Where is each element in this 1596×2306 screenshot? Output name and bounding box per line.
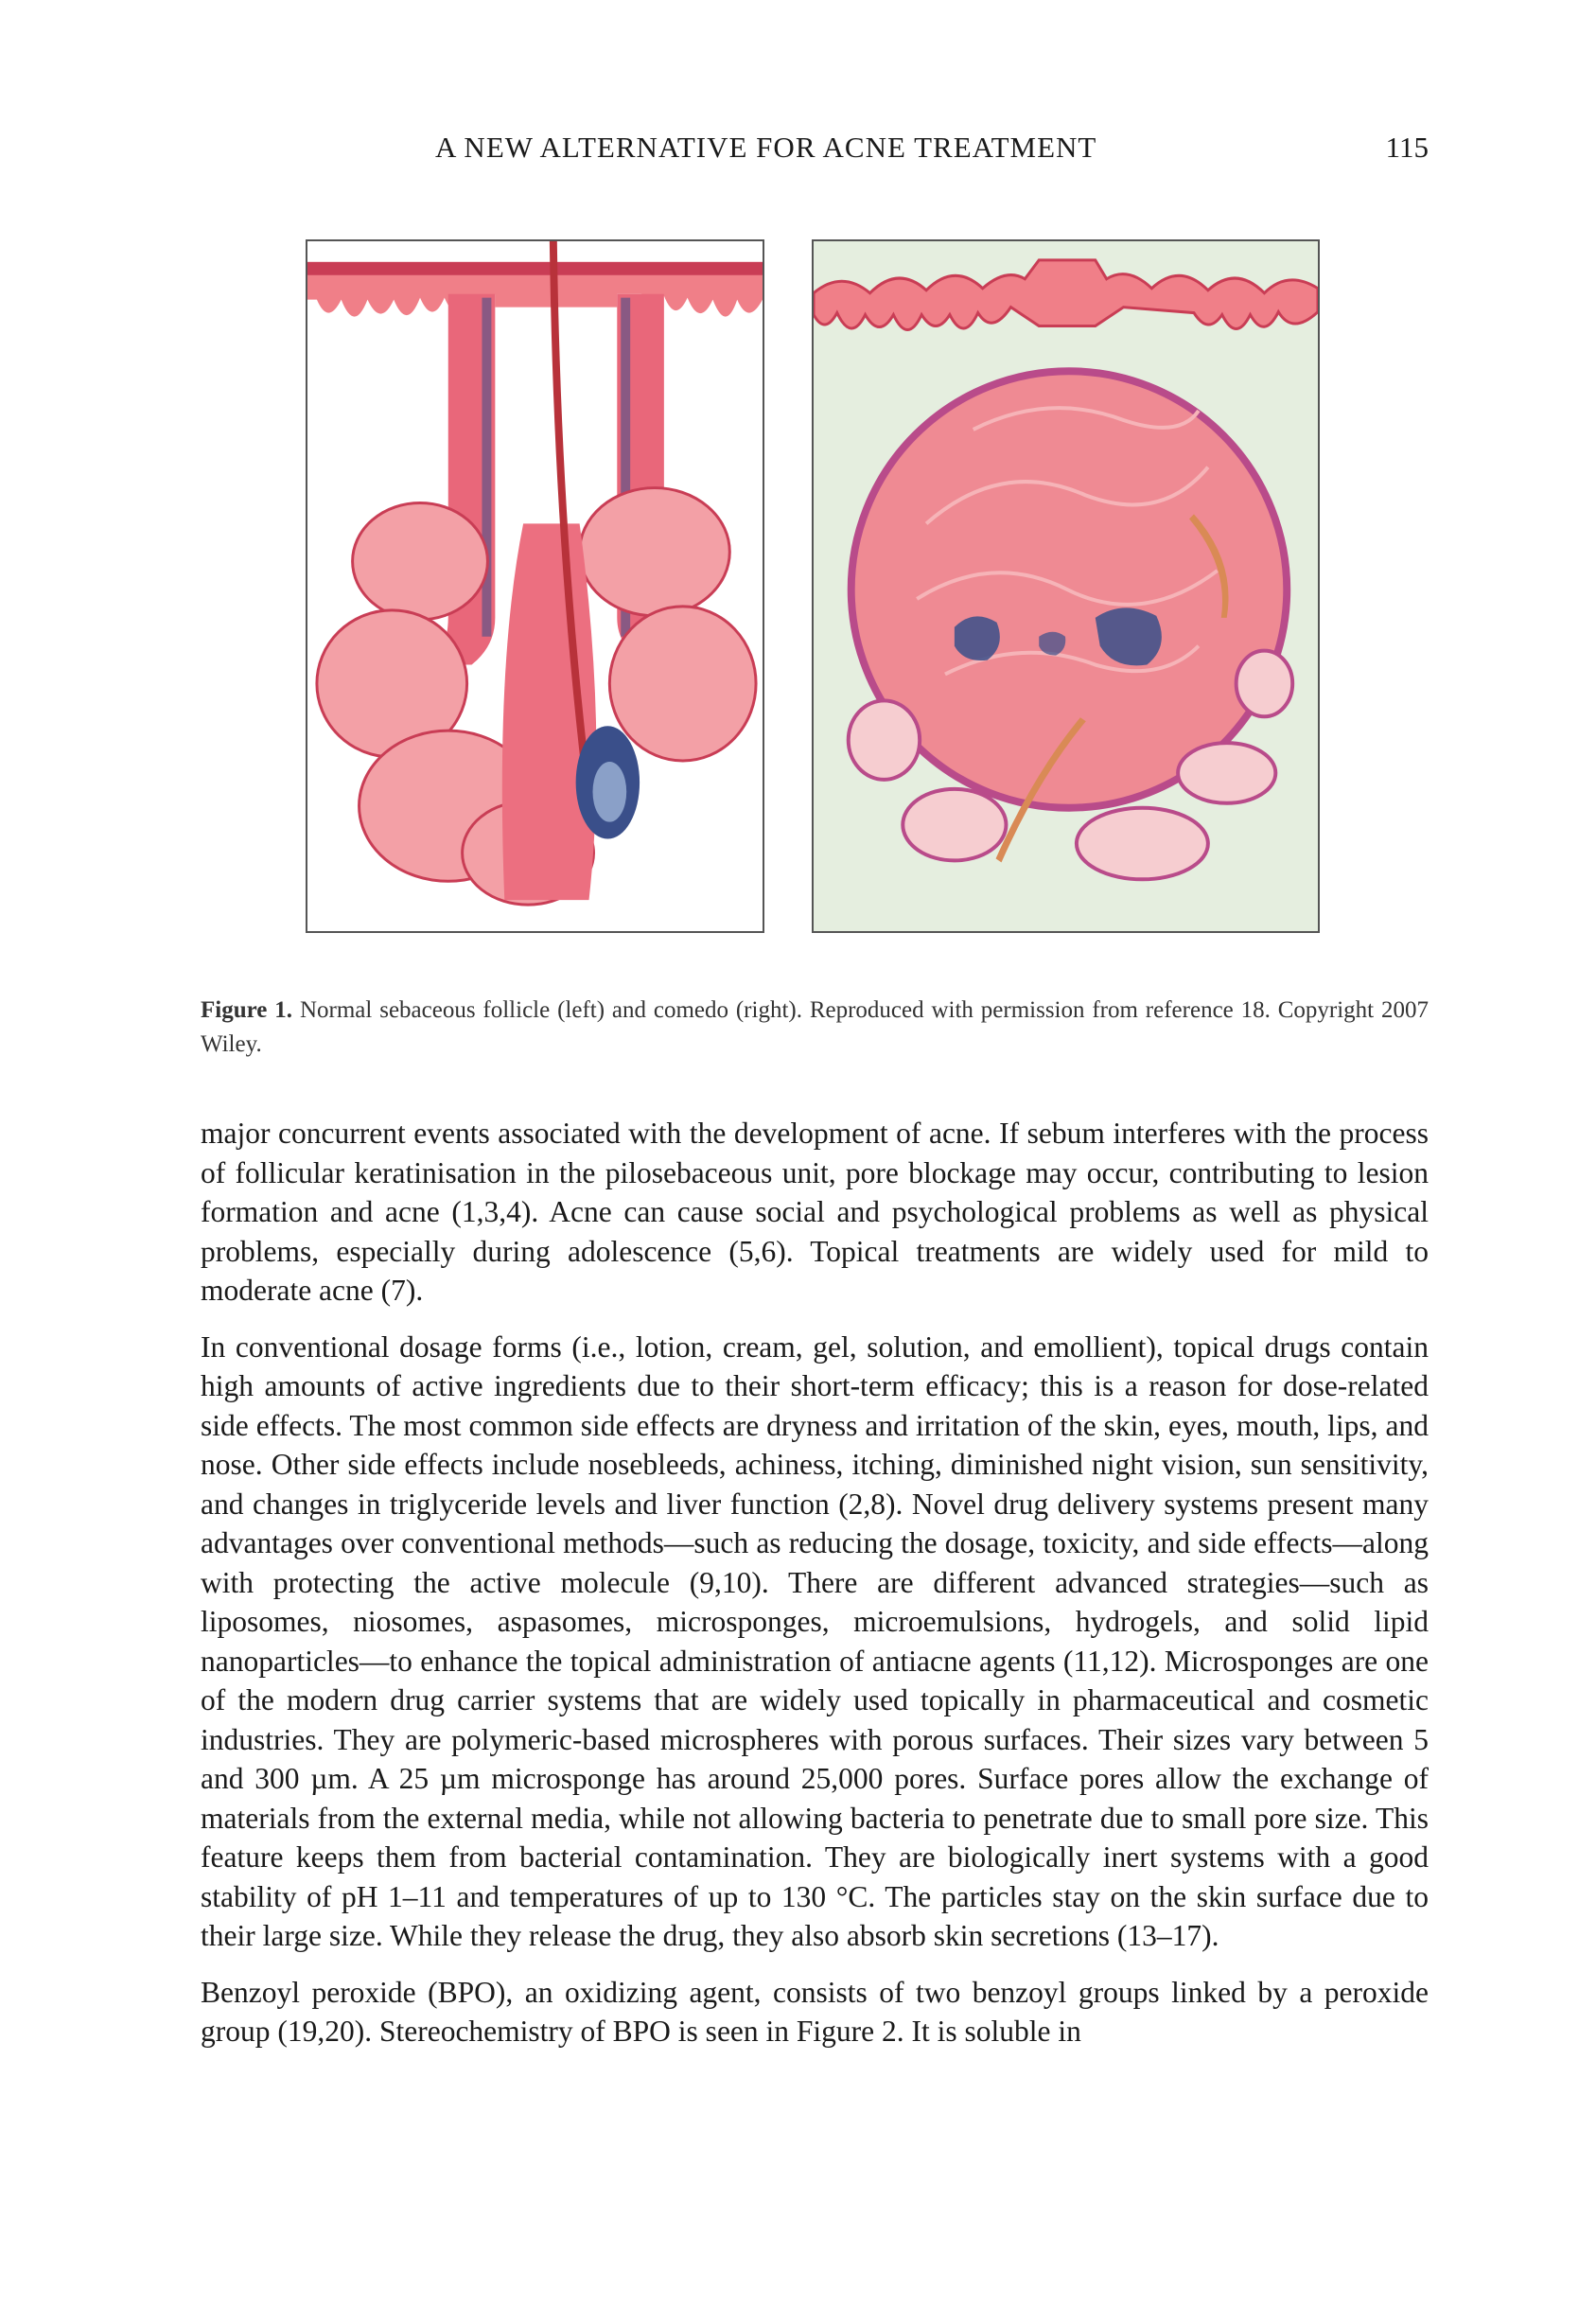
running-header: [201, 131, 1429, 168]
paragraph: major concurrent events associated with the development of acne. If sebum interferes with the process of follicular keratinisation in the pilosebaceous unit, pore blockage may occur, contributing to lesion formation and acne (1,3,4). Acne can cause social and psychological problems as well as physical problems, especially during adolescence (5,6). Topical treatments are widely used for mild to moderate acne (7).: [201, 1117, 1429, 1307]
figure-1-left-panel: [306, 239, 764, 933]
body-text: [201, 1114, 1429, 2068]
figure-1-caption: [201, 994, 1429, 1062]
comedo-illustration: [814, 241, 1318, 931]
running-title: A NEW ALTERNATIVE FOR ACNE TREATMENT: [435, 131, 1097, 164]
page-number: 115: [1385, 131, 1429, 164]
paragraph: In conventional dosage forms (i.e., lotion, cream, gel, solution, and emollient), topical drugs contain high amounts of active ingredients due to their short-term efficacy; this is a reason for dose-related side effects. The most common side effects are dryness and irritation of the skin, eyes, mouth, lips, and nose. Other side effects include nosebleeds, achiness, itching, diminished night vision, sun sensitivity, and changes in triglyceride levels and liver function (2,8). Novel drug delivery systems present many advantages over conventional methods—such as reducing the dosage, toxicity, and side effects—along with protecting the active molecule (9,10). There are different advanced strategies—such as liposomes, niosomes, aspasomes, microsponges, microemulsions, hydrogels, and solid lipid nanoparticles—to enhance the topical administration of antiacne agents (11,12). Microsponges are one of the modern drug carrier systems that are widely used topically in pharmaceutical and cosmetic industries. They are polymeric-based microspheres with porous surfaces. Their sizes vary between 5 and 300 µm. A 25 µm microsponge has around 25,000 pores. Surface pores allow the exchange of materials from the external media, while not allowing bacteria to penetrate due to small pore size. This feature keeps them from bacterial contamination. They are biologically inert systems with a good stability of pH 1–11 and temperatures of up to 130 °C. The particles stay on the skin surface due to their large size. While they release the drug, they also absorb skin secretions (13–17).: [201, 1329, 1429, 1952]
figure-1-caption-label: Figure 1.: [201, 997, 292, 1023]
figure-1-caption-text: Normal sebaceous follicle (left) and comedo (right). Reproduced with permission from reference 18. Copyright 2007 Wiley.: [201, 997, 1429, 1057]
figure-1-right-panel: [812, 239, 1320, 933]
paragraph: Benzoyl peroxide (BPO), an oxidizing agent, consists of two benzoyl groups linked by a peroxide group (19,20). Stereochemistry of BPO is seen in Figure 2. It is soluble in: [201, 1975, 1429, 2048]
normal-sebaceous-follicle-illustration: [307, 241, 763, 931]
